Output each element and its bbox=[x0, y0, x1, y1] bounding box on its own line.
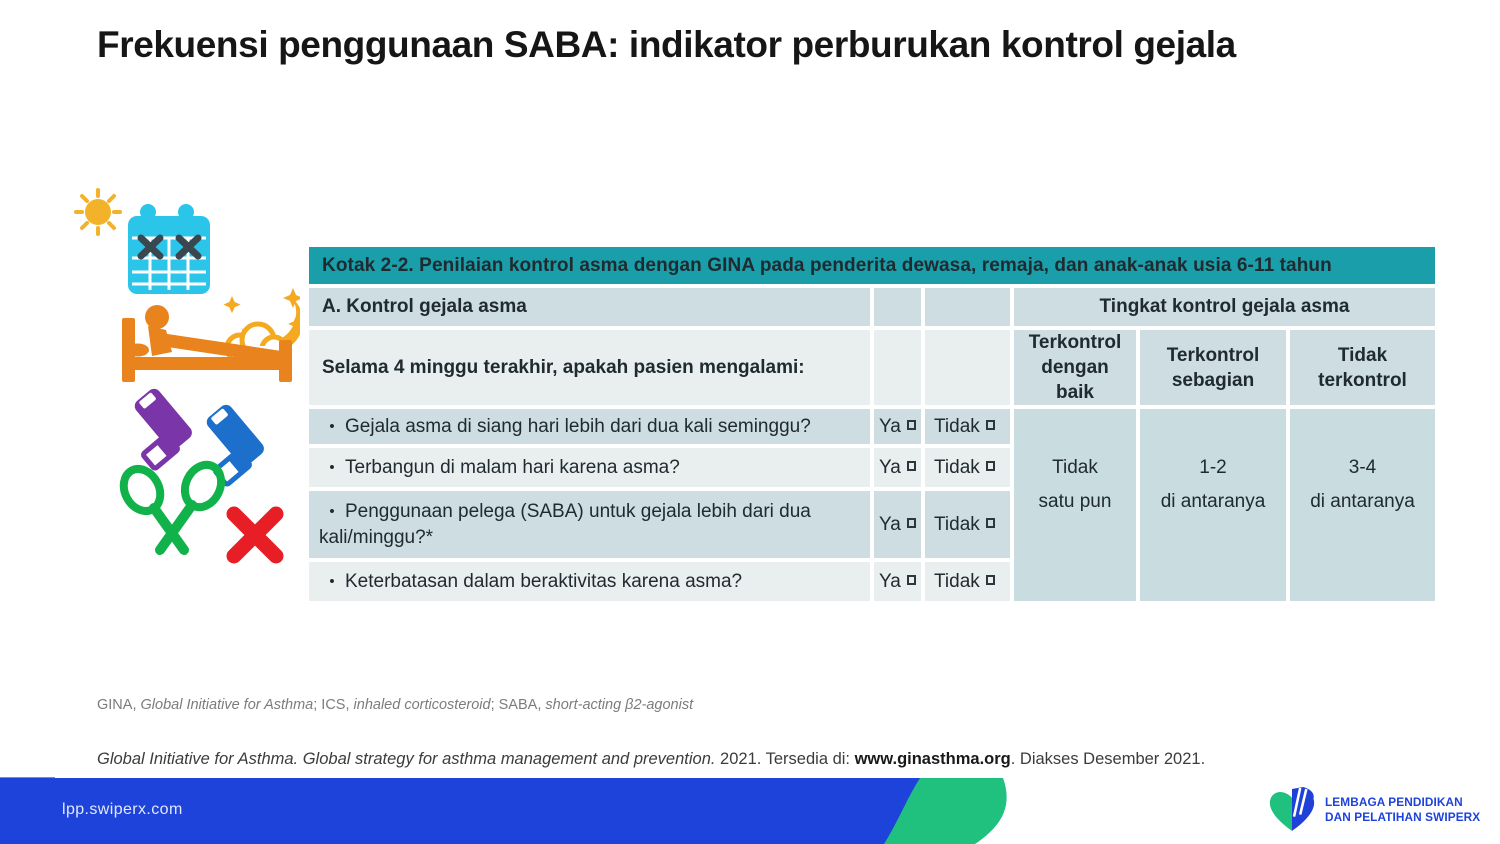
reference-url: www.ginasthma.org bbox=[854, 750, 1011, 768]
tidak-label: Tidak bbox=[934, 456, 980, 478]
ya-cell bbox=[874, 562, 921, 601]
ya-cell bbox=[874, 448, 921, 487]
col-header-well-controlled: Terkontrol dengan baik bbox=[1014, 330, 1136, 405]
level-header: Tingkat kontrol gejala asma bbox=[1014, 288, 1435, 326]
section-a-label: A. Kontrol gejala asma bbox=[309, 288, 870, 326]
abbreviations-line: GINA, Global Initiative for Asthma; ICS, inhaled corticosteroid; SABA, short-acting β2-agonist bbox=[97, 697, 694, 713]
outcome-1-2-cell: 1-2 di antaranya bbox=[1140, 409, 1286, 601]
bullet: • bbox=[329, 417, 335, 435]
checkbox-ya-3[interactable] bbox=[907, 518, 916, 528]
asthma-control-table bbox=[305, 243, 1439, 605]
checkbox-ya-1[interactable] bbox=[907, 420, 916, 430]
footer-url: lpp.swiperx.com bbox=[62, 801, 183, 818]
sun-icon bbox=[76, 190, 120, 234]
empty-cell bbox=[874, 330, 921, 405]
ya-label: Ya bbox=[879, 513, 901, 535]
checkbox-ya-2[interactable] bbox=[907, 461, 916, 471]
blue-inhaler-icon bbox=[184, 402, 269, 489]
bullet: • bbox=[329, 503, 335, 521]
outcome-3-4-cell: 3-4 di antaranya bbox=[1290, 409, 1435, 601]
tidak-cell bbox=[925, 409, 1010, 444]
empty-cell bbox=[925, 330, 1010, 405]
question-text: Keterbatasan dalam beraktivitas karena asma? bbox=[345, 570, 743, 592]
question-cell bbox=[309, 448, 870, 487]
question-cell bbox=[309, 562, 870, 601]
question-cell bbox=[309, 409, 870, 444]
question-text: Terbangun di malam hari karena asma? bbox=[345, 456, 680, 478]
intro-label: Selama 4 minggu terakhir, apakah pasien mengalami: bbox=[309, 330, 870, 405]
checkbox-tidak-4[interactable] bbox=[986, 575, 995, 585]
purple-inhaler-icon bbox=[112, 386, 197, 473]
tidak-cell bbox=[925, 448, 1010, 487]
table-row bbox=[309, 409, 1435, 444]
ya-cell bbox=[874, 409, 921, 444]
table-caption: Kotak 2-2. Penilaian kontrol asma dengan GINA pada penderita dewasa, remaja, dan anak-anak usia 6-11 tahun bbox=[309, 247, 1435, 284]
outcome-none-cell: Tidak satu pun bbox=[1014, 409, 1136, 601]
organization-logo bbox=[1266, 786, 1481, 834]
crossed-rackets-icon bbox=[117, 459, 228, 550]
tidak-cell bbox=[925, 562, 1010, 601]
empty-cell bbox=[925, 288, 1010, 326]
checkbox-tidak-3[interactable] bbox=[986, 518, 995, 528]
bullet: • bbox=[329, 572, 335, 590]
checkbox-tidak-1[interactable] bbox=[986, 420, 995, 430]
ya-label: Ya bbox=[879, 570, 901, 592]
ya-label: Ya bbox=[879, 415, 901, 437]
empty-cell bbox=[874, 288, 921, 326]
icon-panel bbox=[60, 180, 300, 570]
ya-cell bbox=[874, 491, 921, 558]
col-header-partly-controlled: Terkontrol sebagian bbox=[1140, 330, 1286, 405]
question-text: Gejala asma di siang hari lebih dari dua kali seminggu? bbox=[345, 415, 811, 437]
checkbox-ya-4[interactable] bbox=[907, 575, 916, 585]
tidak-label: Tidak bbox=[934, 570, 980, 592]
tidak-label: Tidak bbox=[934, 513, 980, 535]
checkbox-tidak-2[interactable] bbox=[986, 461, 995, 471]
bullet: • bbox=[329, 458, 335, 476]
ya-label: Ya bbox=[879, 456, 901, 478]
logo-text: LEMBAGA PENDIDIKAN DAN PELATIHAN SWIPERX bbox=[1325, 794, 1481, 824]
reference-line: Global Initiative for Asthma. Global strategy for asthma management and prevention. 2021. Tersedia di: www.ginasthma.org. Diakses Desember 2021. bbox=[97, 750, 1206, 768]
tidak-label: Tidak bbox=[934, 415, 980, 437]
red-x-icon bbox=[234, 514, 276, 556]
calendar-crossed-days-icon bbox=[128, 204, 210, 294]
question-cell bbox=[309, 491, 870, 558]
tidak-cell bbox=[925, 491, 1010, 558]
page-title: Frekuensi penggunaan SABA: indikator perburukan kontrol gejala bbox=[97, 24, 1236, 65]
heart-logo-icon bbox=[1266, 787, 1318, 834]
col-header-uncontrolled: Tidak terkontrol bbox=[1290, 330, 1435, 405]
question-text: Penggunaan pelega (SABA) untuk gejala lebih dari dua kali/minggu?* bbox=[319, 501, 811, 548]
